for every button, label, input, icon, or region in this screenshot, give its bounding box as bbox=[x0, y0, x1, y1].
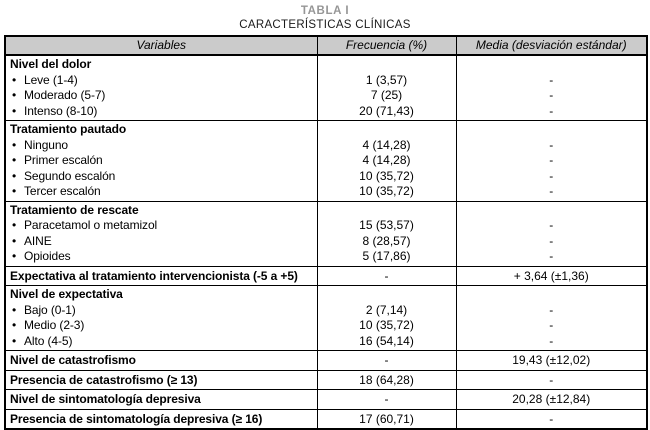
empty-line bbox=[457, 122, 647, 138]
frequency-value: - bbox=[384, 268, 389, 283]
frequency-value: 1 (3,57) bbox=[365, 72, 408, 87]
media-cell bbox=[456, 409, 647, 429]
variable-cell bbox=[5, 121, 317, 202]
bullet-item bbox=[10, 234, 315, 250]
media-value: - bbox=[549, 411, 554, 426]
frequency-value: 17 (60,71) bbox=[359, 411, 414, 426]
frequency-cell bbox=[317, 351, 456, 371]
bullet-item bbox=[10, 184, 315, 200]
empty-line bbox=[457, 57, 647, 73]
variable-cell bbox=[5, 286, 317, 351]
group-header: Nivel del dolor bbox=[10, 57, 92, 71]
group-header: Nivel de expectativa bbox=[10, 287, 123, 301]
frequency-value: 18 (64,28) bbox=[359, 372, 414, 387]
frequency-value: 20 (71,43) bbox=[359, 103, 414, 118]
empty-line bbox=[318, 57, 456, 73]
frequency-cell bbox=[317, 370, 456, 390]
media-cell bbox=[456, 286, 647, 351]
item-label: Segundo escalón bbox=[24, 168, 116, 183]
empty-line bbox=[318, 122, 456, 138]
item-label: Opioides bbox=[24, 249, 71, 263]
media-cell bbox=[456, 121, 647, 202]
bullet-icon: • bbox=[12, 153, 17, 167]
title-block bbox=[0, 0, 650, 32]
media-value: - bbox=[549, 318, 554, 332]
media-cell bbox=[456, 266, 647, 286]
column-header-frecuencia: Frecuencia (%) bbox=[317, 36, 456, 55]
row-label: Nivel de catastrofismo bbox=[10, 353, 136, 367]
row-label: Expectativa al tratamiento intervencionista (-5 a +5) bbox=[10, 268, 298, 283]
frequency-value: 4 (14,28) bbox=[362, 153, 411, 167]
media-value: - bbox=[549, 184, 554, 198]
bullet-item bbox=[10, 334, 315, 350]
frequency-cell bbox=[317, 266, 456, 286]
frequency-value: 8 (28,57) bbox=[362, 233, 411, 248]
item-label: Moderado (5-7) bbox=[24, 88, 106, 102]
table-title: TABLA I bbox=[300, 5, 350, 17]
media-value: - bbox=[549, 153, 554, 167]
bullet-icon: • bbox=[12, 88, 17, 102]
bullet-item bbox=[10, 73, 315, 89]
table-subtitle: CARACTERÍSTICAS CLÍNICAS bbox=[239, 19, 411, 31]
media-value: - bbox=[549, 233, 554, 248]
bullet-icon: • bbox=[12, 233, 17, 248]
item-label: Bajo (0-1) bbox=[24, 302, 76, 317]
bullet-item bbox=[10, 138, 315, 154]
table-row bbox=[5, 286, 647, 351]
media-cell bbox=[456, 351, 647, 371]
table-row bbox=[5, 266, 647, 286]
table-row bbox=[5, 121, 647, 202]
media-cell bbox=[456, 201, 647, 266]
item-label: Alto (4-5) bbox=[24, 333, 73, 348]
empty-line bbox=[457, 287, 647, 303]
frequency-value: 2 (7,14) bbox=[365, 302, 408, 317]
bullet-item bbox=[10, 153, 315, 169]
media-value: - bbox=[549, 218, 554, 232]
table-row bbox=[5, 409, 647, 429]
frequency-cell bbox=[317, 121, 456, 202]
table-row bbox=[5, 370, 647, 390]
table-row bbox=[5, 351, 647, 371]
media-cell bbox=[456, 390, 647, 410]
item-label: AINE bbox=[24, 233, 52, 248]
frequency-cell bbox=[317, 286, 456, 351]
variable-cell bbox=[5, 351, 317, 371]
bullet-item bbox=[10, 218, 315, 234]
frequency-value: 16 (54,14) bbox=[359, 333, 414, 348]
media-value: - bbox=[549, 88, 554, 102]
bullet-icon: • bbox=[12, 218, 17, 232]
item-label: Intenso (8-10) bbox=[24, 103, 98, 118]
media-value: - bbox=[549, 72, 554, 87]
media-cell bbox=[456, 55, 647, 121]
empty-line bbox=[457, 203, 647, 219]
media-value: - bbox=[549, 372, 554, 387]
frequency-value: 10 (35,72) bbox=[359, 318, 414, 332]
bullet-icon: • bbox=[12, 103, 17, 118]
row-label: Nivel de sintomatología depresiva bbox=[10, 392, 201, 406]
table-row bbox=[5, 390, 647, 410]
bullet-icon: • bbox=[12, 302, 17, 317]
frequency-cell bbox=[317, 201, 456, 266]
bullet-icon: • bbox=[12, 168, 17, 183]
header-row bbox=[5, 36, 647, 55]
frequency-value: 4 (14,28) bbox=[362, 137, 411, 152]
item-label: Paracetamol o metamizol bbox=[24, 218, 158, 232]
item-label: Ninguno bbox=[24, 137, 69, 152]
frequency-value: 5 (17,86) bbox=[362, 249, 411, 263]
bullet-item bbox=[10, 88, 315, 104]
media-value: - bbox=[549, 168, 554, 183]
variable-cell bbox=[5, 390, 317, 410]
frequency-cell bbox=[317, 55, 456, 121]
bullet-icon: • bbox=[12, 72, 17, 87]
media-value: 19,43 (±12,02) bbox=[512, 353, 591, 367]
bullet-icon: • bbox=[12, 318, 17, 332]
media-value: - bbox=[549, 137, 554, 152]
bullet-item bbox=[10, 104, 315, 120]
bullet-icon: • bbox=[12, 249, 17, 263]
group-header: Tratamiento pautado bbox=[10, 122, 127, 136]
bullet-item bbox=[10, 303, 315, 319]
item-label: Leve (1-4) bbox=[24, 72, 78, 87]
frequency-value: 10 (35,72) bbox=[359, 184, 414, 198]
frequency-value: - bbox=[384, 353, 389, 367]
media-value: - bbox=[549, 302, 554, 317]
item-label: Tercer escalón bbox=[24, 184, 101, 198]
column-header-media: Media (desviación estándar) bbox=[456, 36, 647, 55]
bullet-item bbox=[10, 169, 315, 185]
bullet-icon: • bbox=[12, 184, 17, 198]
bullet-icon: • bbox=[12, 333, 17, 348]
table-body bbox=[5, 55, 647, 429]
bullet-item bbox=[10, 318, 315, 334]
media-value: - bbox=[549, 333, 554, 348]
row-label: Presencia de sintomatología depresiva (≥ 16) bbox=[10, 411, 263, 426]
empty-line bbox=[318, 287, 456, 303]
variable-cell bbox=[5, 55, 317, 121]
empty-line bbox=[318, 203, 456, 219]
frequency-cell bbox=[317, 390, 456, 410]
media-value: 20,28 (±12,84) bbox=[512, 392, 591, 406]
variable-cell bbox=[5, 370, 317, 390]
variable-cell bbox=[5, 201, 317, 266]
media-value: - bbox=[549, 249, 554, 263]
frequency-value: - bbox=[384, 392, 389, 406]
media-value: + 3,64 (±1,36) bbox=[513, 268, 589, 283]
variable-cell bbox=[5, 266, 317, 286]
frequency-value: 10 (35,72) bbox=[359, 168, 414, 183]
media-cell bbox=[456, 370, 647, 390]
media-value: - bbox=[549, 103, 554, 118]
bullet-icon: • bbox=[12, 137, 17, 152]
variable-cell bbox=[5, 409, 317, 429]
group-header: Tratamiento de rescate bbox=[10, 202, 139, 217]
frequency-cell bbox=[317, 409, 456, 429]
clinical-characteristics-table bbox=[4, 35, 648, 430]
row-label: Presencia de catastrofismo (≥ 13) bbox=[10, 372, 198, 387]
item-label: Primer escalón bbox=[24, 153, 103, 167]
frequency-value: 7 (25) bbox=[370, 88, 403, 102]
frequency-value: 15 (53,57) bbox=[359, 218, 414, 232]
item-label: Medio (2-3) bbox=[24, 318, 85, 332]
bullet-item bbox=[10, 249, 315, 265]
table-row bbox=[5, 55, 647, 121]
table-row bbox=[5, 201, 647, 266]
column-header-variables: Variables bbox=[5, 36, 317, 55]
